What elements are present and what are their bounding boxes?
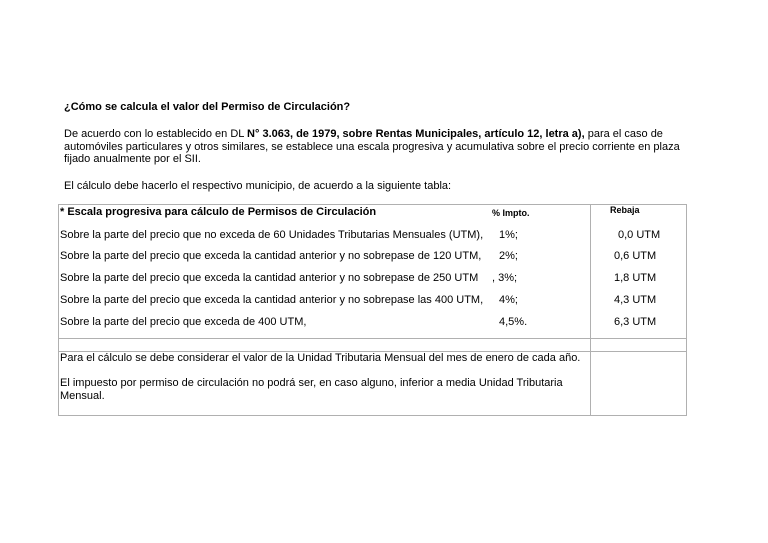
table-column-divider: [590, 204, 591, 415]
table-border-right: [686, 204, 687, 415]
intro-legal-reference: N° 3.063, de 1979, sobre Rentas Municipales, artículo 12, letra a),: [247, 128, 585, 140]
row-description: Sobre la parte del precio que exceda la cantidad anterior y no sobrepase de 120 UTM,: [60, 250, 482, 262]
row-percent: 1%;: [499, 229, 518, 241]
header-percent: % Impto.: [492, 208, 530, 218]
row-percent: 2%;: [499, 250, 518, 262]
row-description: Sobre la parte del precio que exceda de 400 UTM,: [60, 316, 307, 328]
table-divider: [58, 338, 687, 339]
table-border-bottom: [58, 415, 687, 416]
row-rebate: 6,3 UTM: [614, 316, 657, 328]
intro-text-after: para el caso de automóviles particulares y otros similares, se establece una escala progresiva y acumulativa sobre el precio corriente en plaza fijado anualmente por el SII.: [64, 128, 680, 165]
row-percent: , 3%;: [492, 272, 518, 284]
row-description: Sobre la parte del precio que no exceda de 60 Unidades Tributarias Mensuales (UTM),: [60, 229, 484, 241]
row-rebate: 4,3 UTM: [614, 294, 657, 306]
header-rebate: Rebaja: [610, 205, 640, 215]
row-rebate: 0,0 UTM: [618, 229, 661, 241]
row-percent: 4%;: [499, 294, 518, 306]
row-description: Sobre la parte del precio que exceda la cantidad anterior y no sobrepase de 250 UTM: [60, 272, 479, 284]
calc-sentence: El cálculo debe hacerlo el respectivo municipio, de acuerdo a la siguiente tabla:: [64, 180, 452, 192]
header-scale: * Escala progresiva para cálculo de Permisos de Circulación: [60, 206, 377, 218]
row-percent: 4,5%.: [499, 316, 528, 328]
intro-text-before: De acuerdo con lo establecido en DL: [64, 128, 248, 140]
row-rebate: 0,6 UTM: [614, 250, 657, 262]
note-utm-january: Para el cálculo se debe considerar el valor de la Unidad Tributaria Mensual del mes de enero de cada año.: [60, 352, 581, 364]
table-border-top: [58, 204, 687, 205]
row-rebate: 1,8 UTM: [614, 272, 657, 284]
note-minimum-tax: El impuesto por permiso de circulación no podrá ser, en caso alguno, inferior a media Unidad Tributaria Mensual.: [60, 377, 563, 402]
row-description: Sobre la parte del precio que exceda la cantidad anterior y no sobrepase las 400 UTM,: [60, 294, 484, 306]
page-heading: ¿Cómo se calcula el valor del Permiso de Circulación?: [64, 101, 351, 113]
table-border-left: [58, 204, 59, 415]
intro-paragraph: [64, 128, 704, 166]
tax-scale-table: [58, 204, 687, 416]
